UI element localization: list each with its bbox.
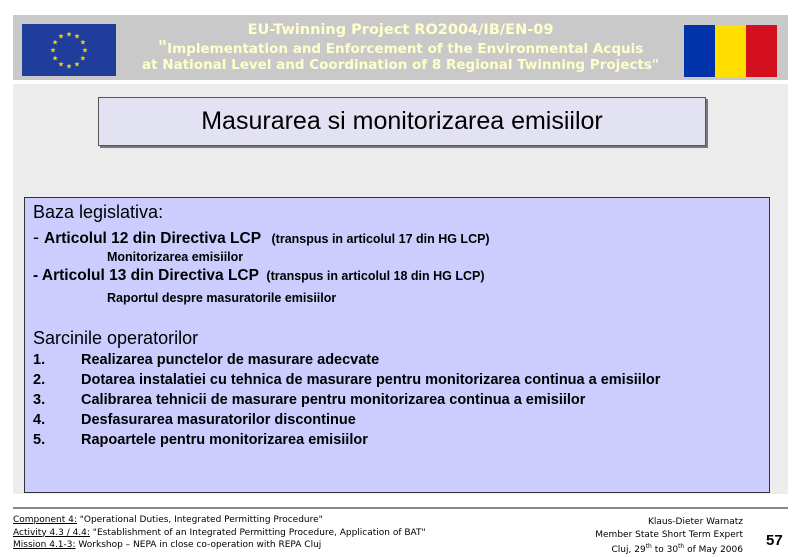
project-subtitle-line2: at National Level and Coordination of 8 Regional Twinning Projects" — [142, 57, 659, 73]
task-item: Realizarea punctelor de masurare adecvate — [81, 352, 380, 368]
footer-divider — [13, 507, 788, 509]
tasks-heading: Sarcinile operatorilor — [33, 328, 199, 348]
project-subtitle-line1: "Implementation and Enforcement of the Environmental Acquis — [157, 37, 644, 58]
project-header — [123, 21, 678, 73]
article-12-subline: Monitorizarea emisiilor — [107, 250, 244, 264]
task-number: 2. — [33, 372, 46, 388]
task-item: Desfasurarea masuratorilor discontinue — [81, 412, 356, 428]
star-icon: ★ — [57, 61, 65, 69]
footer-author: Klaus-Dieter Warnatz — [647, 517, 743, 527]
footer-project-info — [13, 514, 426, 552]
footer-activity: Activity 4.3 / 4.4: "Establishment of an Integrated Permitting Procedure, Application of BAT" — [13, 527, 426, 538]
star-icon: ★ — [65, 63, 73, 71]
star-icon: ★ — [65, 31, 73, 39]
star-icon: ★ — [52, 39, 59, 47]
footer-component: Component 4: "Operational Duties, Integrated Permitting Procedure" — [13, 515, 323, 525]
footer-date: Cluj, 29th to 30th of May 2006 — [611, 543, 743, 555]
ro-flag-yellow — [715, 25, 746, 77]
article-12-line: - Articolul 12 din Directiva LCP (transpus in articolul 17 din HG LCP) — [33, 227, 490, 247]
footer-role: Member State Short Term Expert — [595, 529, 743, 540]
article-13-line: - Articolul 13 din Directiva LCP (transpus in articolul 18 din HG LCP) — [33, 267, 485, 284]
star-icon: ★ — [73, 61, 81, 69]
task-item: Rapoartele pentru monitorizarea emisiilor — [81, 432, 368, 448]
slide-title: Masurarea si monitorizarea emisiilor — [201, 107, 603, 135]
eu-flag — [22, 24, 116, 76]
task-number: 4. — [33, 412, 46, 428]
task-number: 1. — [33, 352, 46, 368]
star-icon: ★ — [81, 47, 89, 55]
project-title: EU-Twinning Project RO2004/IB/EN-09 — [247, 22, 554, 38]
ro-flag-blue — [684, 25, 715, 77]
star-icon: ★ — [79, 55, 86, 63]
header-banner — [13, 15, 788, 80]
star-icon: ★ — [49, 47, 57, 55]
romania-flag — [684, 25, 777, 77]
task-number: 5. — [33, 432, 46, 448]
article-13-subline: Raportul despre masuratorile emisiilor — [107, 291, 337, 305]
title-box — [98, 97, 706, 146]
footer-mission: Mission 4.1-3: Workshop – NEPA in close co-operation with REPA Cluj — [13, 540, 322, 550]
page-number: 57 — [766, 532, 783, 549]
content-box — [24, 197, 770, 493]
star-icon: ★ — [79, 39, 86, 47]
ro-flag-red — [746, 25, 777, 77]
eu-flag-stars — [22, 24, 116, 76]
footer-author-info — [595, 516, 743, 557]
star-icon: ★ — [57, 33, 65, 41]
task-number: 3. — [33, 392, 46, 408]
star-icon: ★ — [73, 33, 81, 41]
task-item: Calibrarea tehnicii de masurare pentru monitorizarea continua a emisiilor — [81, 392, 586, 408]
legal-basis-heading: Baza legislativa: — [33, 202, 164, 222]
task-item: Dotarea instalatiei cu tehnica de masurare pentru monitorizarea continua a emisiilor — [81, 372, 661, 388]
star-icon: ★ — [52, 55, 59, 63]
